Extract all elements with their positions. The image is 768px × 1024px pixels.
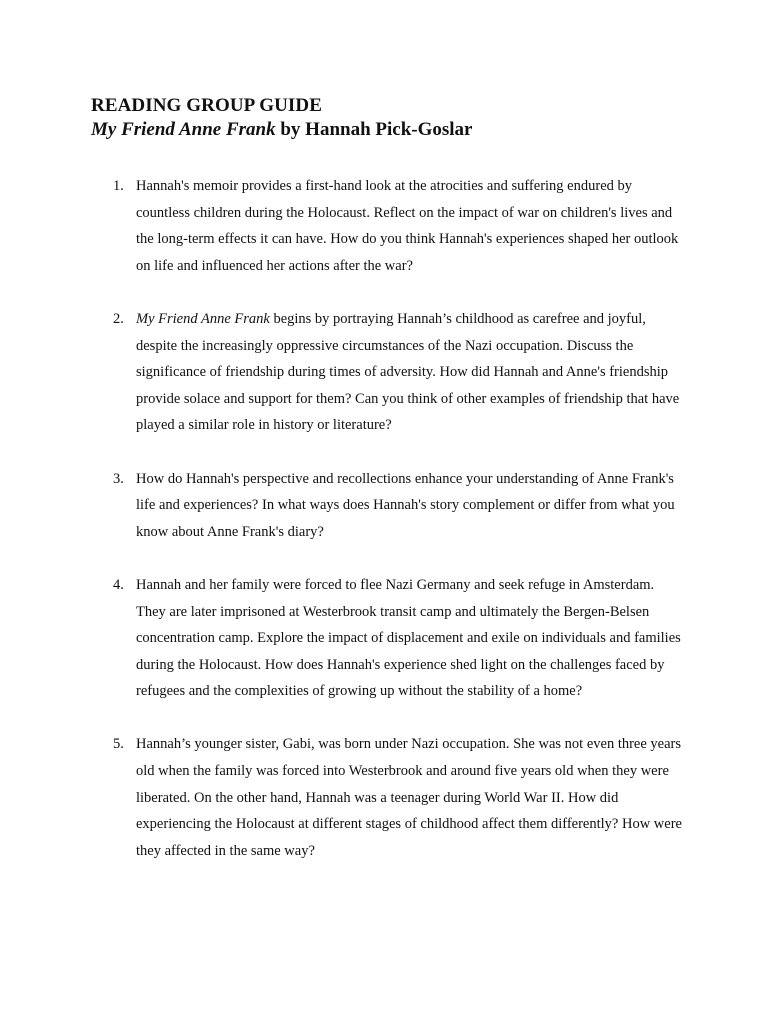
question-number: 3. (113, 470, 124, 487)
question-number: 4. (113, 576, 124, 593)
question-item (0, 173, 684, 279)
question-list (0, 173, 768, 891)
document-heading (91, 95, 711, 142)
book-title: My Friend Anne Frank (91, 119, 276, 140)
question-item (0, 466, 684, 546)
question-number: 1. (113, 178, 124, 194)
question-item (0, 306, 684, 439)
question-item (0, 572, 684, 705)
question-number: 5. (113, 736, 124, 753)
question-text: How do Hannah's perspective and recollections enhance your understanding of Anne Frank's life and experiences? In what ways does Hannah's story complement or differ from what you know about Anne Frank's diary? (136, 470, 675, 540)
question-item (0, 731, 684, 864)
book-byline: by Hannah Pick-Goslar (275, 119, 473, 140)
question-number: 2. (113, 310, 124, 327)
book-title-line (91, 118, 711, 142)
guide-title: READING GROUP GUIDE (91, 95, 322, 116)
question-book-title: My Friend Anne Frank (136, 310, 270, 327)
question-text: Hannah's memoir provides a first-hand look at the atrocities and suffering endured by countless children during the Holocaust. Reflect on the impact of war on children's lives and the long-term effects it can have. How do you think Hannah's experiences shaped her outlook on life and influenced her actions after the war? (136, 178, 679, 274)
question-text: Hannah’s younger sister, Gabi, was born under Nazi occupation. She was not even three years old when the family was forced into Westerbrook and around five years old when they were liberated. On the other hand, Hannah was a teenager during World War II. How did experiencing the Holocaust at different stages of childhood affect them differently? How were they affected in the same way? (136, 736, 682, 859)
question-text: begins by portraying Hannah’s childhood as carefree and joyful, despite the increasingly oppressive circumstances of the Nazi occupation. Discuss the significance of friendship during times of adversity. How did Hannah and Anne's friendship provide solace and support for them? Can you think of other examples of friendship that have played a similar role in history or literature? (136, 310, 680, 434)
question-text: Hannah and her family were forced to flee Nazi Germany and seek refuge in Amsterdam. They are later imprisoned at Westerbrook transit camp and ultimately the Bergen-Belsen concentration camp. Explore the impact of displacement and exile on individuals and families during the Holocaust. How does Hannah's experience shed light on the challenges faced by refugees and the complexities of growing up without the stability of a home? (136, 576, 681, 700)
